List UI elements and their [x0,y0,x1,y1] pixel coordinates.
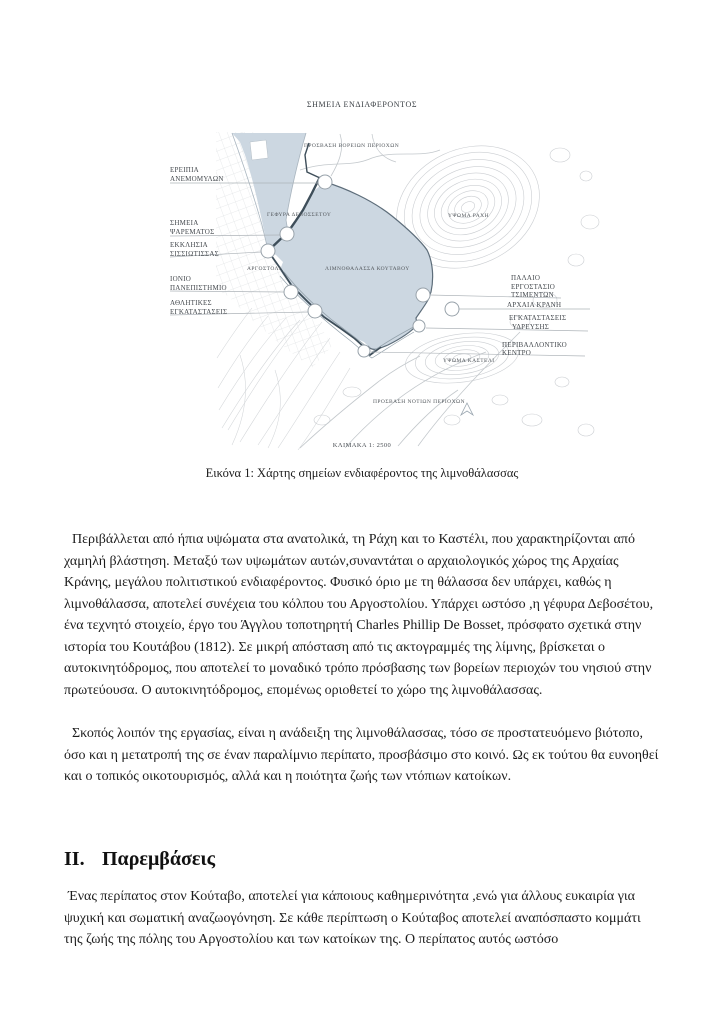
poi-label-factory: ΠΑΛΑΙΟ [511,274,541,282]
label-hill-rachi: ΥΨΩΜΑ ΡΑΧΗ [448,213,490,219]
figure-caption: Εικόνα 1: Χάρτης σημείων ενδιαφέροντος της λιμνοθάλασσας [205,466,519,480]
poi-label-university: ΙΟΝΙΟ [170,275,192,283]
label-north-access: ΠΡΟΣΒΑΣΗ ΒΟΡΕΙΩΝ ΠΕΡΙΟΧΩΝ [304,143,400,149]
label-hill-kasteli: ΥΨΩΜΑ ΚΑΣΤΕΛΙ [443,358,495,364]
section-heading [64,848,662,871]
paragraph-2: Σκοπός λοιπόν της εργασίας, είναι η ανάδειξη της λιμνοθάλασσας, τόσο σε προστατευόμενο βιότοπο, όσο και η μετατροπή της σε έναν παραλίμνιο περίπατο, προσβάσιμο στο κοινό. Ως εκ τούτου θα ευνοηθεί και ο τοπικός οικοτουρισμός, αλλά και η ποιότητα ζωής των ντόπιων κατοίκων. [64,726,659,784]
poi-circle-env-center [358,345,370,357]
paragraph-3: Ένας περίπατος στον Κούταβο, αποτελεί για κάποιους καθημερινότητα ,ενώ για άλλους ευκαιρία για ψυχική και σωματική αναζωογόνηση. Σε κάθε περίπτωση ο Κούταβος αποτελεί αναπόσπαστο κομμάτι της ζωής της πόλης του Αργοστολίου και των κατοίκων της. Ο περίπατος αυτός ωστόσο [64,889,641,947]
paragraph-1: Περιβάλλεται από ήπια υψώματα στα ανατολικά, τη Ράχη και το Καστέλι, που χαρακτηρίζονται από χαμηλή βλάστηση. Μεταξύ των υψωμάτων αυτών,συναντάται ο αρχαιολογικός χώρος της Αρχαίας Κράνης, μεγάλου πολιτιστικού ενδιαφέροντος. Φυσικό όριο με τη θάλασσα δεν υπάρχει, καθώς η λιμνοθάλασσα, αποτελεί συνέχεια του κόλπου του Αργοστολίου. Υπάρχει ωστόσο ,η γέφυρα Δεβοσέτου, ένα τεχνητό στοιχείο, έργο του Άγγλου τοποτηρητή Charles Phillip De Bosset, πρόσφατο σχετικά στην ιστορία του Κουτάβου (1812). Σε μικρή απόσταση από τις ακτογραμμές της λίμνης, βρίσκεται ο αυτοκινητόδρομος, που αποτελεί το μοναδικό τρόπο πρόσβασης των βορείων περιοχών του νησιού στην πρωτεύουσα. Ο αυτοκινητόδρομος, επομένως οριοθετεί το χώρο της λιμνοθάλασσας. [64,532,654,698]
marina [250,140,268,160]
label-south-access: ΠΡΟΣΒΑΣΗ ΝΟΤΙΩΝ ΠΕΡΙΟΧΩΝ [373,399,465,405]
poi-circle-krani [445,302,459,316]
svg-text:ΨΑΡΕΜΑΤΟΣ: ΨΑΡΕΜΑΤΟΣ [170,228,215,236]
poi-circle-athletics [308,304,322,318]
poi-label-water-works: ΕΓΚΑΤΑΣΤΑΣΕΙΣ [509,314,567,322]
label-bridge: ΓΕΦΥΡΑ ΔΕΒΟΣΣΕΤΟΥ [267,212,332,218]
poi-label-athletics: ΑΘΛΗΤΙΚΕΣ [170,299,212,307]
poi-circle-windmills [318,175,332,189]
poi-map [160,128,600,450]
svg-text:ΑΝΕΜΟΜΥΛΩΝ: ΑΝΕΜΟΜΥΛΩΝ [170,175,224,183]
poi-label-krani: ΑΡΧΑΙΑ ΚΡΑΝΗ [507,301,562,309]
poi-label-windmills: ΕΡΕΙΠΙΑ [170,166,199,174]
poi-circle-university [284,285,298,299]
poi-label-church: ΕΚΚΛΗΣΙΑ [170,241,208,249]
svg-text:ΕΡΓΟΣΤΑΣΙΟ: ΕΡΓΟΣΤΑΣΙΟ [511,283,556,291]
poi-labels-right [502,274,567,357]
map-scale-label: ΚΛΙΜΑΚΑ 1: 2500 [332,442,392,449]
label-town: ΑΡΓΟΣΤΟΛΙ [247,266,282,272]
svg-text:ΠΑΝΕΠΙΣΤΗΜΙΟ: ΠΑΝΕΠΙΣΤΗΜΙΟ [170,284,227,292]
section-title: Παρεμβάσεις [102,848,216,870]
poi-circle-church [261,244,275,258]
poi-circle-water-works [413,320,425,332]
poi-label-env-center: ΠΕΡΙΒΑΛΛΟΝΤΙΚΟ [502,341,567,349]
svg-text:ΚΕΝΤΡΟ: ΚΕΝΤΡΟ [502,349,532,357]
svg-text:ΣΙΣΣΙΩΤΙΣΣΑΣ: ΣΙΣΣΙΩΤΙΣΣΑΣ [170,250,219,258]
svg-text:ΥΔΡΕΥΣΗΣ: ΥΔΡΕΥΣΗΣ [512,323,550,331]
map-title: ΣΗΜΕΙΑ ΕΝΔΙΑΦΕΡΟΝΤΟΣ [306,100,418,109]
svg-text:ΤΣΙΜΕΝΤΩΝ: ΤΣΙΜΕΝΤΩΝ [511,291,554,299]
section-number: II. [64,848,85,870]
poi-circle-factory [416,288,430,302]
poi-label-fishing: ΣΗΜΕΙΑ [170,219,199,227]
label-lagoon: ΛΙΜΝΟΘΑΛΑΣΣΑ ΚΟΥΤΑΒΟΥ [325,266,410,272]
poi-circle-fishing [280,227,294,241]
svg-text:ΕΓΚΑΤΑΣΤΑΣΕΙΣ: ΕΓΚΑΤΑΣΤΑΣΕΙΣ [170,308,228,316]
